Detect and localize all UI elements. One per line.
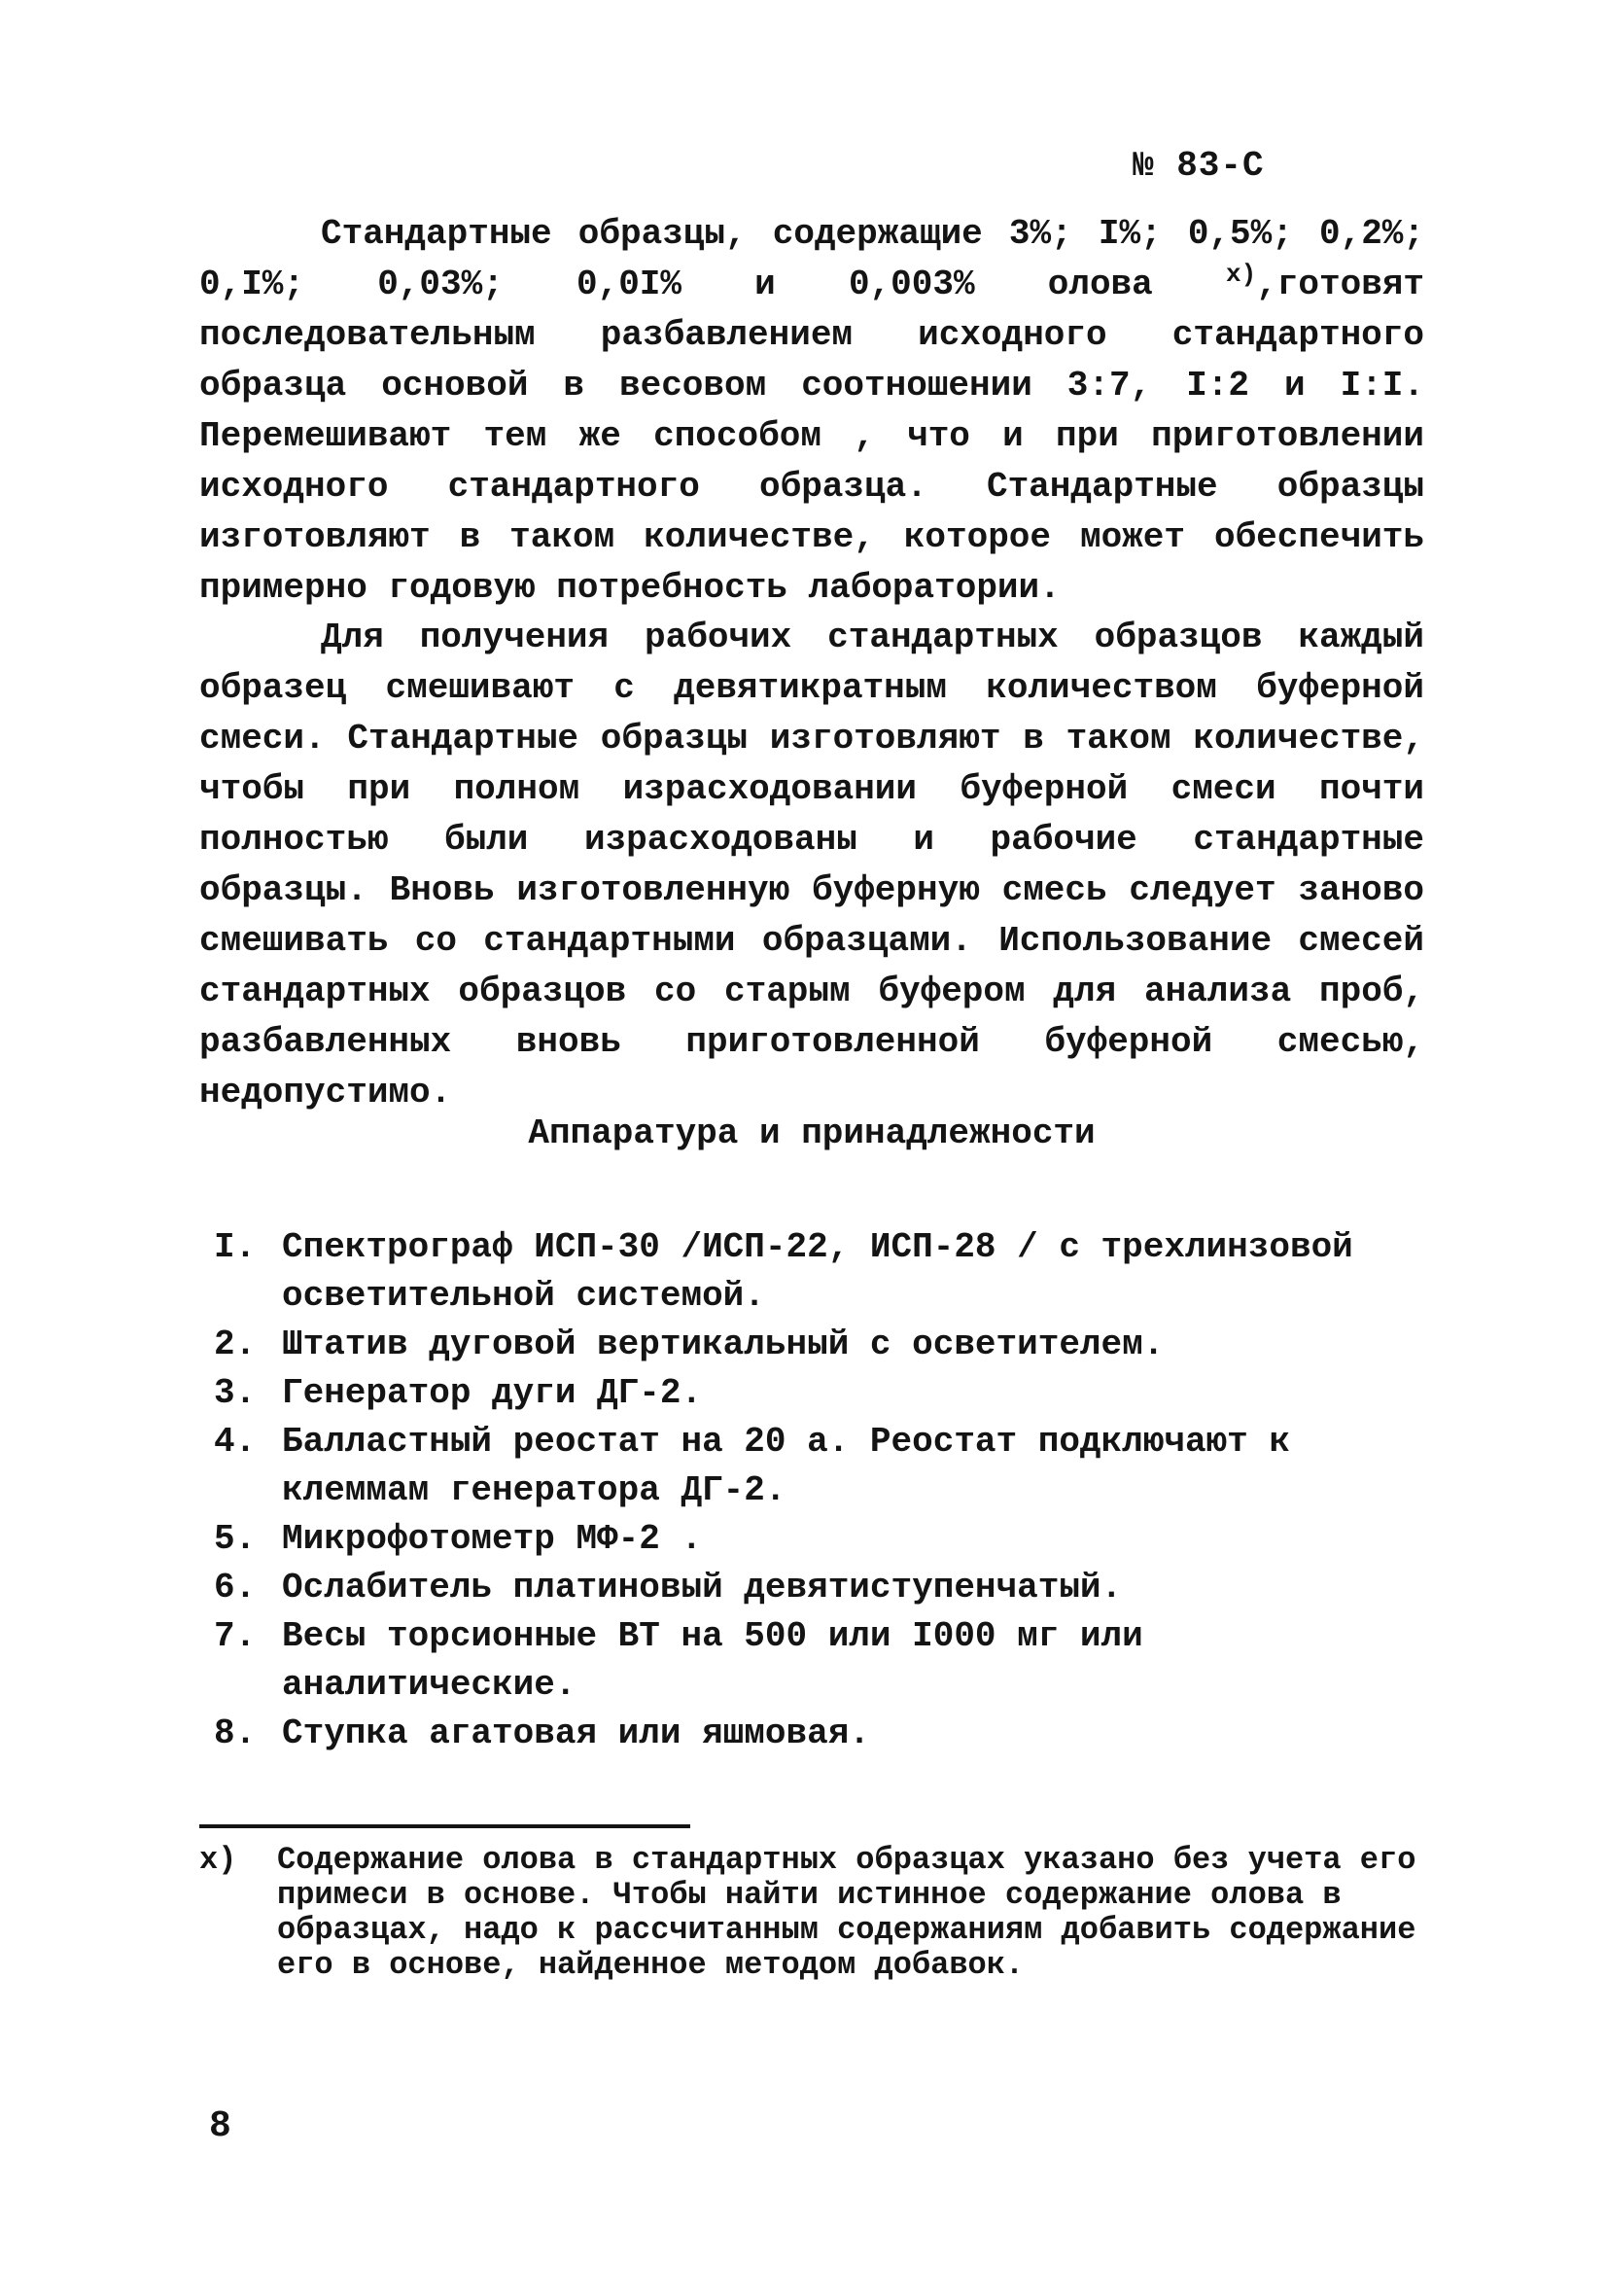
item-number: 5. bbox=[214, 1519, 257, 1559]
item-number: 6. bbox=[214, 1568, 257, 1607]
item-text: Весы торсионные ВТ на 500 или I000 мг или аналитические. bbox=[282, 1616, 1143, 1705]
item-number: 4. bbox=[214, 1422, 257, 1462]
item-text: Балластный реостат на 20 а. Реостат подключают к клеммам генератора ДГ-2. bbox=[282, 1422, 1290, 1510]
list-item bbox=[214, 1612, 1429, 1710]
item-text: Генератор дуги ДГ-2. bbox=[282, 1373, 703, 1413]
list-item bbox=[214, 1321, 1429, 1369]
list-item bbox=[214, 1369, 1429, 1418]
paragraph-1-text-end: ,готовят последовательным разбавлением исходного стандартного образца основой в весовом соотношении 3:7, I:2 и I:I. Перемешивают тем же способом , что и при приготовлении исходного стандартного образца. Стандартные образцы изготовляют в таком количестве, которое может обеспечить примерно годовую потребность лаборатории. bbox=[199, 265, 1425, 608]
item-number: I. bbox=[214, 1227, 257, 1267]
item-text: Микрофотометр МФ-2 . bbox=[282, 1519, 703, 1559]
item-number: 7. bbox=[214, 1616, 257, 1656]
paragraph-working-samples bbox=[199, 613, 1424, 1118]
item-number: 3. bbox=[214, 1373, 257, 1413]
paragraph-1-text-start: Стандартные образцы, содержащие 3%; I%; 0,5%; 0,2%; 0,I%; 0,03%; 0,0I% и 0,003% олова bbox=[199, 214, 1424, 304]
list-item bbox=[214, 1418, 1429, 1515]
item-text: Ступка агатовая или яшмовая. bbox=[282, 1713, 870, 1753]
equipment-list bbox=[214, 1223, 1429, 1758]
item-text: Ослабитель платиновый девятиступенчатый. bbox=[282, 1568, 1123, 1607]
list-item bbox=[214, 1564, 1429, 1612]
section-heading: Аппаратура и принадлежности bbox=[528, 1113, 1096, 1153]
list-item bbox=[214, 1710, 1429, 1758]
list-item bbox=[214, 1223, 1429, 1321]
item-number: 2. bbox=[214, 1325, 257, 1364]
footnote-marker: х) bbox=[199, 1842, 237, 1878]
item-text: Спектрограф ИСП-30 /ИСП-22, ИСП-28 / с трехлинзовой осветительной системой. bbox=[282, 1227, 1353, 1316]
item-number: 8. bbox=[214, 1713, 257, 1753]
footnote-reference: х) bbox=[1225, 260, 1257, 289]
page-number: 8 bbox=[209, 2105, 231, 2147]
footnote-divider bbox=[199, 1824, 690, 1828]
footnote-text: Содержание олова в стандартных образцах указано без учета его примеси в основе. Чтобы найти истинное содержание олова в образцах, надо к рассчитанным содержаниям добавить содержание его в основе, найденное методом добавок. bbox=[277, 1842, 1416, 1983]
paragraph-2-text: Для получения рабочих стандартных образцов каждый образец смешивают с девятикратным количеством буферной смеси. Стандартные образцы изготовляют в таком количестве, чтобы при полном израсходовании буферной смеси почти полностью были израсходованы и рабочие стандартные образцы. Вновь изготовленную буферную смесь следует заново смешивать со стандартными образцами. Использование смесей стандартных образцов со старым буфером для анализа проб, разбавленных вновь приготовленной буферной смесью, недопустимо. bbox=[199, 618, 1424, 1113]
document-number: № 83-С bbox=[1133, 146, 1265, 186]
footnote bbox=[199, 1843, 1424, 1983]
list-item bbox=[214, 1515, 1429, 1564]
paragraph-standard-samples bbox=[199, 209, 1424, 614]
item-text: Штатив дуговой вертикальный с осветителем. bbox=[282, 1325, 1165, 1364]
